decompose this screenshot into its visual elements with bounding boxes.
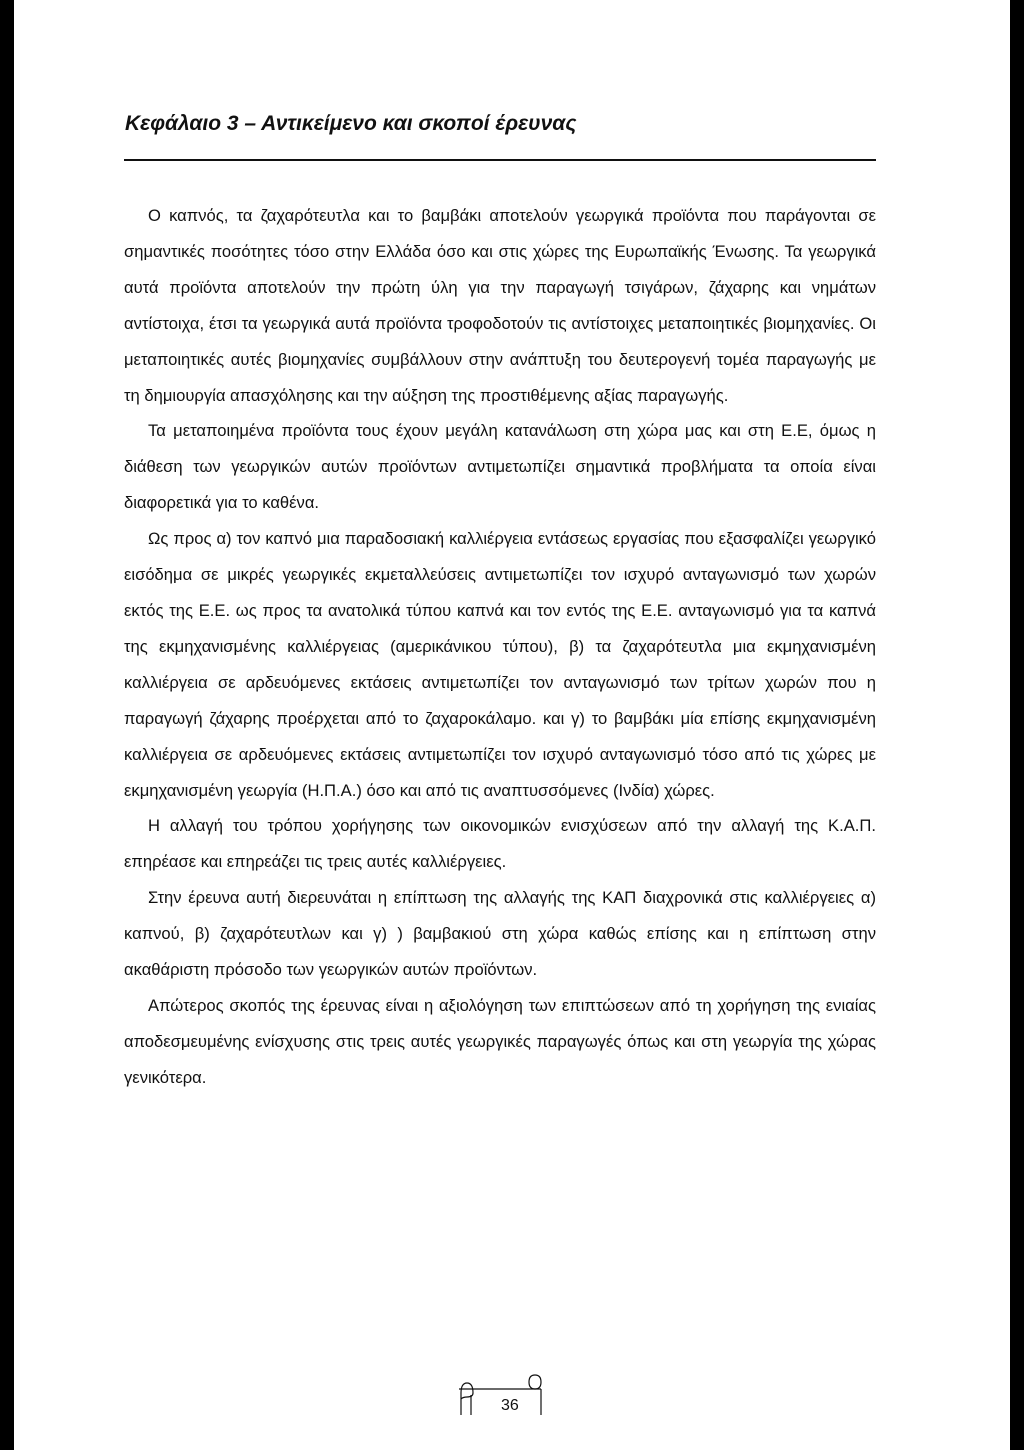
page-number: 36	[501, 1397, 519, 1414]
paragraph: Τα μεταποιημένα προϊόντα τους έχουν μεγάλη κατανάλωση στη χώρα μας και στη Ε.Ε, όμως η διάθεση των γεωργικών αυτών προϊόντων αντιμετωπίζει σημαντικά προβλήματα τα οποία είναι διαφορετικά για το καθένα.	[124, 421, 876, 513]
document-page	[14, 0, 1010, 1450]
title-underline	[124, 159, 876, 161]
paragraph: Στην έρευνα αυτή διερευνάται η επίπτωση της αλλαγής της ΚΑΠ διαχρονικά στις καλλιέργειες α) καπνού, β) ζαχαρότευτλων και γ) ) βαμβακιού στη χώρα καθώς επίσης και η επίπτωση στην ακαθάριστη πρόσοδο των γεωργικών αυτών προϊόντων.	[124, 888, 876, 980]
body-text	[124, 198, 876, 1096]
chapter-title: Κεφάλαιο 3 – Αντικείμενο και σκοποί έρευνας	[125, 112, 577, 135]
paragraph: Ο καπνός, τα ζαχαρότευτλα και το βαμβάκι αποτελούν γεωργικά προϊόντα που παράγονται σε σημαντικές ποσότητες τόσο στην Ελλάδα όσο και στις χώρες της Ευρωπαϊκής Ένωσης. Τα γεωργικά αυτά προϊόντα αποτελούν την πρώτη ύλη για την παραγωγή τσιγάρων, ζάχαρης και νημάτων αντίστοιχα, έτσι τα γεωργικά αυτά προϊόντα τροφοδοτούν τις αντίστοιχες μεταποιητικές βιομηχανίες. Οι μεταποιητικές αυτές βιομηχανίες συμβάλλουν στην ανάπτυξη του δευτερογενή τομέα παραγωγής με τη δημιουργία απασχόλησης και την αύξηση της προστιθέμενης αξίας παραγωγής.	[124, 206, 876, 405]
page-stamp-icon	[449, 1367, 549, 1417]
paragraph: Απώτερος σκοπός της έρευνας είναι η αξιολόγηση των επιπτώσεων από τη χορήγηση της ενιαίας αποδεσμευμένης ενίσχυσης στις τρεις αυτές γεωργικές παραγωγές όπως και στη γεωργία της χώρας γενικότερα.	[124, 995, 876, 1087]
page-footer	[449, 1367, 549, 1417]
paragraph: Ως προς α) τον καπνό μια παραδοσιακή καλλιέργεια εντάσεως εργασίας που εξασφαλίζει γεωργικό εισόδημα σε μικρές γεωργικές εκμεταλλεύσεις αντιμετωπίζει τον ισχυρό ανταγωνισμό των χωρών εκτός της Ε.Ε. ως προς τα ανατολικά τύπου καπνά και τον εντός της Ε.Ε. ανταγωνισμό για τα καπνά της εκμηχανισμένης καλλιέργειας (αμερικάνικου τύπου), β) τα ζαχαρότευτλα μια εκμηχανισμένη καλλιέργεια σε αρδευόμενες εκτάσεις αντιμετωπίζει τον ανταγωνισμό των τρίτων χωρών που η παραγωγή ζάχαρης προέρχεται από το ζαχαροκάλαμο. και γ) το βαμβάκι μία επίσης εκμηχανισμένη καλλιέργεια σε αρδευόμενες εκτάσεις αντιμετωπίζει τον ισχυρό ανταγωνισμό τόσο από τις χώρες με εκμηχανισμένη γεωργία (Η.Π.Α.) όσο και από τις αναπτυσσόμενες (Ινδία) χώρες.	[124, 529, 876, 800]
paragraph: Η αλλαγή του τρόπου χορήγησης των οικονομικών ενισχύσεων από την αλλαγή της Κ.Α.Π. επηρέασε και επηρεάζει τις τρεις αυτές καλλιέργειες.	[124, 816, 876, 872]
